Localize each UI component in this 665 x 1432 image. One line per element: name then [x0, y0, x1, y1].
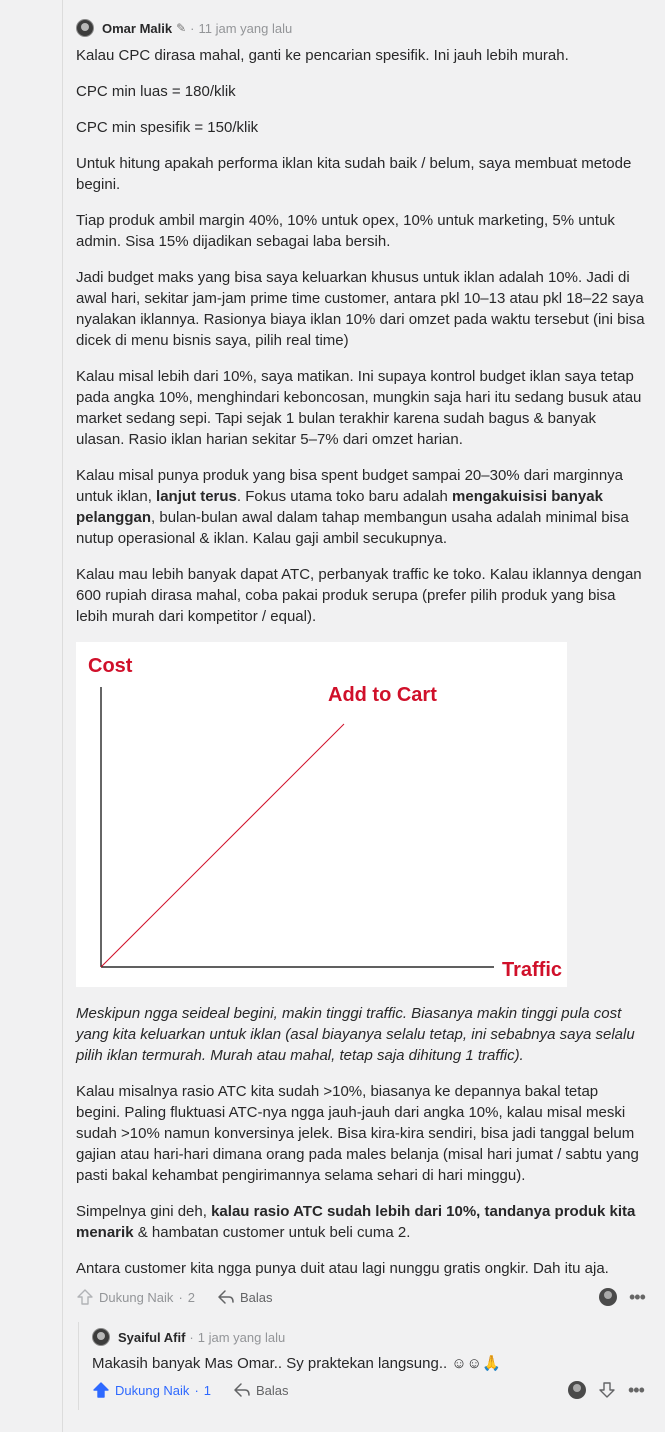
paragraph: Kalau misalnya rasio ATC kita sudah >10%, biasanya ke depannya bakal tetap begini. Paling fluktuasi ATC-nya ngga jauh-jauh dari angka 10%, kalau misal meski sudah >10% namun konversinya jelek. Bisa kira-kira sendiri, bisa jadi tanggal belum gajian atau hari-hari dimana orang pada males belanja (misal hari jumat / sabtu yang pasti bakal kehambat pengirimannya selama sehari di hari minggu). — [76, 1083, 639, 1184]
paragraph: Kalau CPC dirasa mahal, ganti ke pencarian spesifik. Ini jauh lebih murah. — [76, 47, 569, 64]
figure-image[interactable] — [76, 642, 567, 987]
paragraph: Simpelnya gini deh, kalau rasio ATC sudah lebih dari 10%, tandanya produk kita menarik & hambatan customer untuk beli cuma 2. — [76, 1203, 636, 1241]
avatar[interactable] — [76, 19, 94, 37]
upvote-arrow-icon — [76, 1288, 94, 1306]
comment-body-continued — [76, 1003, 646, 1279]
more-options-icon[interactable]: ••• — [628, 1380, 644, 1400]
upvote-arrow-icon — [92, 1381, 110, 1399]
paragraph: Jadi budget maks yang bisa saya keluarkan khusus untuk iklan adalah 10%. Jadi di awal hari, sekitar jam-jam prime time customer, antara pkl 10–13 atau pkl 18–22 saya nyalakan iklannya. Rasionya biaya iklan 10% dari omzet pada waktu tersebut (ini bisa dicek di menu bisnis saya, pilih real time) — [76, 269, 645, 349]
avatar[interactable] — [92, 1328, 110, 1346]
paragraph: Kalau misal punya produk yang bisa spent budget sampai 20–30% dari marginnya untuk iklan, lanjut terus. Fokus utama toko baru adalah mengakuisisi banyak pelanggan, bulan-bulan awal dalam tahap membangun usaha adalah minimal bisa nutup operasional & iklan. Kalau gaji ambil secukupnya. — [76, 467, 629, 547]
paragraph: Untuk hitung apakah performa iklan kita sudah baik / belum, saya membuat metode begini. — [76, 155, 632, 193]
caption: Meskipun ngga seideal begini, makin tinggi traffic. Biasanya makin tinggi pula cost yang kita keluarkan untuk iklan (asal biayanya selalu tetap, ini sebabnya saya selalu pilih iklan termurah. Murah atau mahal, tetap saja dihitung 1 traffic). — [76, 1005, 635, 1064]
author-name[interactable]: Omar Malik — [102, 20, 173, 36]
paragraph: Tiap produk ambil margin 40%, 10% untuk opex, 10% untuk marketing, 5% untuk admin. Sisa 15% dijadikan sebagai laba bersih. — [76, 212, 615, 250]
reply-arrow-icon — [217, 1288, 235, 1306]
avatar[interactable] — [568, 1381, 586, 1399]
paragraph: Antara customer kita ngga punya duit atau lagi nunggu gratis ongkir. Dah itu aja. — [76, 1260, 609, 1277]
comment — [76, 16, 646, 1307]
reply-actions — [92, 1381, 289, 1399]
separator: · — [194, 1382, 199, 1398]
separator: · — [178, 1289, 183, 1305]
upvote-count: 1 — [203, 1382, 212, 1398]
reply-comment — [92, 1325, 644, 1400]
author-name[interactable]: Syaiful Afif — [118, 1329, 186, 1345]
cost-traffic-graph — [76, 642, 567, 987]
separator: · — [190, 20, 195, 36]
reply-thread-line — [78, 1322, 79, 1410]
paragraph: CPC min luas = 180/klik — [76, 83, 236, 100]
paragraph: Kalau misal lebih dari 10%, saya matikan. Ini supaya kontrol budget iklan saya tetap pada angka 10%, menghindari keboncosan, mungkin saja hari itu sedang busuk atau market sedang sepi. Tapi sejak 1 bulan terakhir karena sudah bagus & banyak ulasan. Rasio iklan harian sekitar 5–7% dari omzet harian. — [76, 368, 642, 448]
comment-header — [76, 16, 646, 40]
line-label: Add to Cart — [328, 684, 437, 706]
reply-text: Makasih banyak Mas Omar.. Sy praktekan langsung.. ☺☺🙏 — [92, 1355, 501, 1372]
paragraph: Kalau mau lebih banyak dapat ATC, perbanyak traffic ke toko. Kalau iklannya dengan 600 rupiah dirasa mahal, coba pakai produk serupa (prefer pilih produk yang bisa lebih murah dari kompetitor / equal). — [76, 566, 642, 625]
reply-arrow-icon — [233, 1381, 251, 1399]
upvote-button[interactable] — [76, 1288, 195, 1306]
reply-header — [92, 1325, 642, 1349]
timestamp[interactable]: 11 jam yang lalu — [198, 20, 293, 36]
reply-label: Balas — [256, 1382, 289, 1398]
x-axis-label: Traffic — [502, 959, 563, 981]
reply-button[interactable] — [233, 1381, 289, 1399]
more-options-icon[interactable]: ••• — [629, 1287, 645, 1307]
upvote-button[interactable] — [92, 1381, 211, 1399]
timestamp[interactable]: 1 jam yang lalu — [197, 1329, 286, 1345]
paragraph: CPC min spesifik = 150/klik — [76, 119, 259, 136]
comment-body — [76, 45, 646, 627]
upvote-label: Dukung Naik — [115, 1382, 190, 1398]
avatar[interactable] — [599, 1288, 617, 1306]
reply-right-actions — [568, 1381, 644, 1399]
separator: · — [189, 1329, 194, 1345]
upvote-label: Dukung Naik — [99, 1289, 174, 1305]
downvote-arrow-icon[interactable] — [598, 1381, 616, 1399]
pencil-icon: ✎ — [176, 21, 187, 35]
reply-body — [92, 1353, 642, 1374]
thread-line — [62, 0, 63, 1432]
add-to-cart-line — [101, 724, 344, 967]
reply-label: Balas — [240, 1289, 273, 1305]
reply-button[interactable] — [217, 1288, 273, 1306]
comment-right-actions — [599, 1288, 645, 1306]
upvote-count: 2 — [187, 1289, 196, 1305]
comment-actions — [76, 1288, 273, 1306]
y-axis-label: Cost — [88, 655, 133, 677]
